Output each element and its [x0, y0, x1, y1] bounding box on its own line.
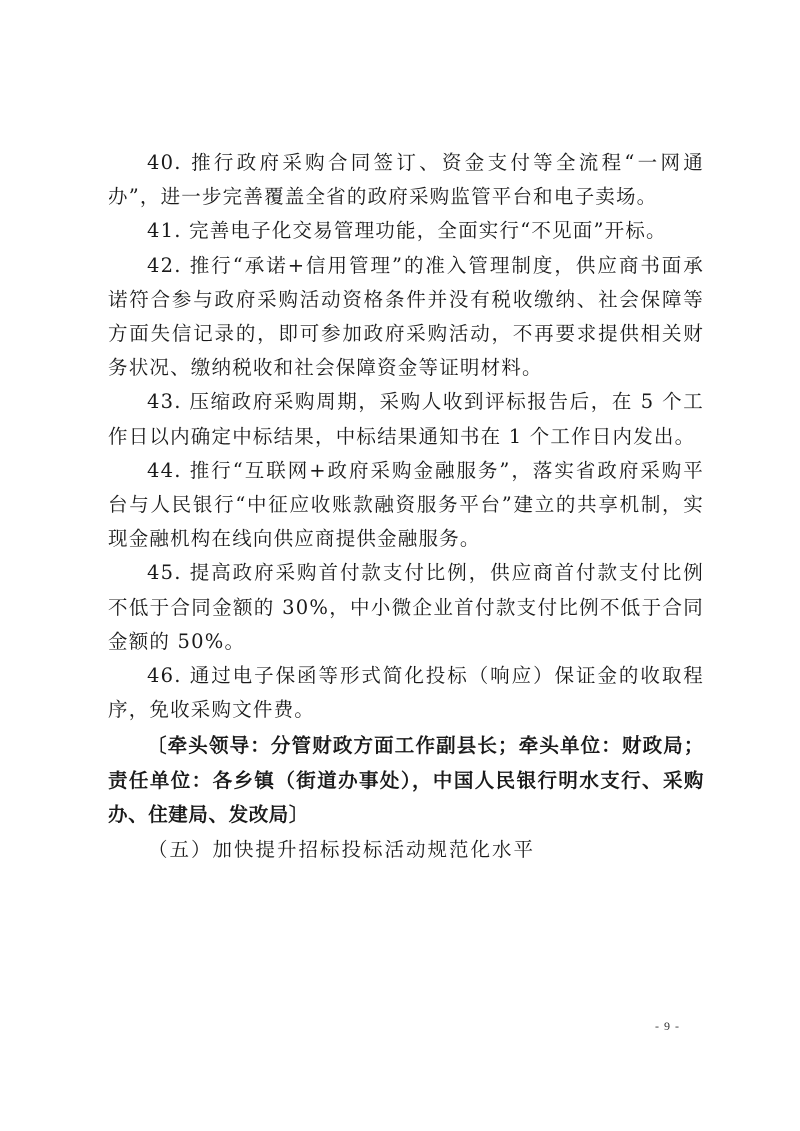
paragraph-45: 45. 提高政府采购首付款支付比例，供应商首付款支付比例不低于合同金额的 30%，中小微企业首付款支付比例不低于合同金额的 50%。: [108, 561, 704, 653]
paragraph-46: 46. 通过电子保函等形式简化投标（响应）保证金的收取程序，免收采购文件费。: [108, 664, 704, 722]
paragraph-41: 41. 完善电子化交易管理功能，全面实行“不见面”开标。: [147, 219, 667, 243]
paragraph-42: 42. 推行“承诺+信用管理”的准入管理制度，供应商书面承诺符合参与政府采购活动资格条件并没有税收缴纳、社会保障等方面失信记录的，即可参加政府采购活动，不再要求提供相关财务状况、缴纳税收和社会保障资金等证明材料。: [108, 253, 704, 380]
document-body: [108, 146, 704, 867]
paragraph-44: 44. 推行“互联网+政府采购金融服务”，落实省政府采购平台与人民银行“中征应收账款融资服务平台”建立的共享机制，实现金融机构在线向供应商提供金融服务。: [108, 458, 704, 551]
paragraph-43: 43. 压缩政府采购周期，采购人收到评标报告后，在 5 个工作日以内确定中标结果，中标结果通知书在 1 个工作日内发出。: [108, 390, 704, 448]
section-heading: （五）加快提升招标投标活动规范化水平: [148, 838, 536, 862]
responsibility-note: 〔牵头领导：分管财政方面工作副县长；牵头单位：财政局；责任单位：各乡镇（街道办事处），中国人民银行明水支行、采购办、住建局、发改局〕: [108, 734, 704, 826]
paragraph-40: 40. 推行政府采购合同签订、资金支付等全流程“一网通办”，进一步完善覆盖全省的政府采购监管平台和电子卖场。: [108, 151, 704, 209]
page-number: - 9 -: [655, 1019, 680, 1033]
